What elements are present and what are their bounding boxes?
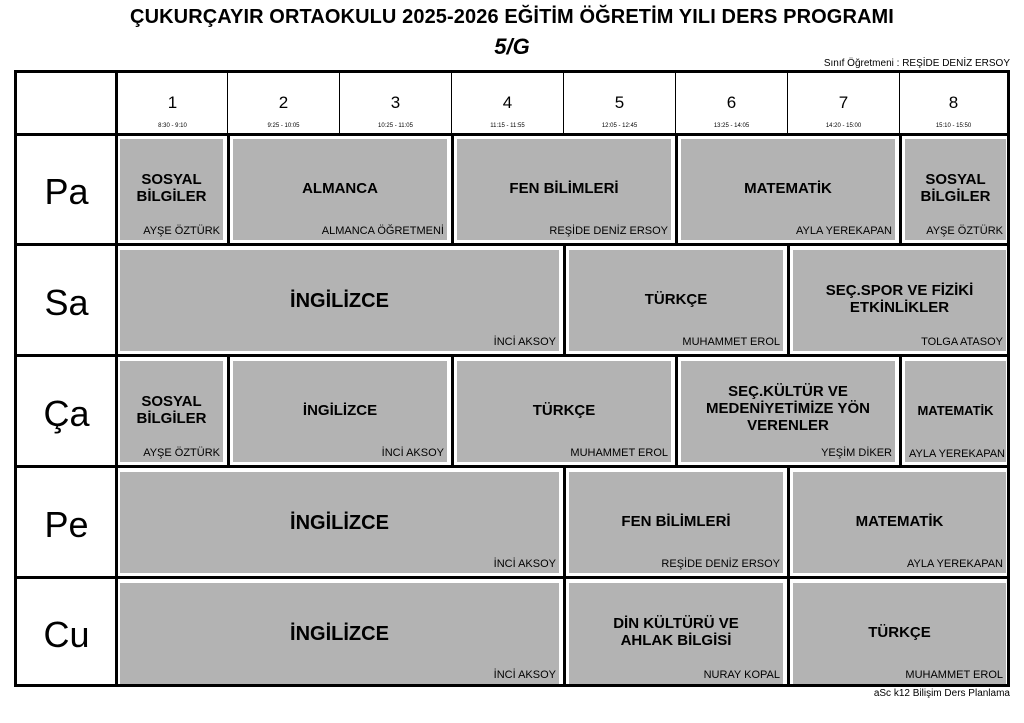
lesson-teacher: YEŞİM DİKER [821,447,892,459]
lesson-divider [227,136,230,243]
lesson-teacher: ALMANCA ÖĞRETMENİ [321,225,444,237]
lesson-teacher: AYŞE ÖZTÜRK [143,447,220,459]
period-header-1 [118,73,227,135]
lesson-divider [451,357,454,465]
lesson-cell [233,361,447,462]
period-header-3 [340,73,451,135]
lesson-subject: SOSYAL BİLGİLER [920,171,991,205]
period-time: 8:30 - 9:10 [158,123,187,129]
lesson-teacher: REŞİDE DENİZ ERSOY [661,558,780,570]
lesson-teacher: AYLA YEREKAPAN [796,225,892,237]
period-time: 9:25 - 10:05 [267,123,300,129]
lesson-subject: İNGİLİZCE [302,402,378,419]
page-title: ÇUKURÇAYIR ORTAOKULU 2025-2026 EĞİTİM ÖĞRETİM YILI DERS PROGRAMI [130,6,894,28]
lesson-cell [681,361,895,462]
lesson-teacher: AYŞE ÖZTÜRK [143,225,220,237]
footer-credit: aSc k12 Bilişim Ders Planlama [873,688,1010,699]
lesson-cell [120,139,223,240]
lesson-cell [569,472,783,573]
lesson-divider [563,468,566,576]
period-time: 13:25 - 14:05 [713,123,750,129]
lesson-subject: SEÇ.SPOR VE FİZİKİ ETKİNLİKLER [825,282,974,316]
lesson-subject: MATEMATİK [855,513,944,530]
lesson-divider [451,136,454,243]
lesson-subject: SOSYAL BİLGİLER [136,393,207,427]
lesson-subject: DİN KÜLTÜRÜ VE AHLAK BİLGİSİ [613,615,739,649]
lesson-cell [457,139,671,240]
lesson-subject: SEÇ.KÜLTÜR VE MEDENİYETİMİZE YÖN VERENLER [706,383,870,434]
lesson-subject: ALMANCA [302,180,378,197]
lesson-teacher: AYLA YEREKAPAN [907,558,1003,570]
lesson-cell [233,139,447,240]
lesson-cell [120,583,559,684]
lesson-divider [563,579,566,684]
day-label-ca: Ça [43,393,90,434]
lesson-teacher: İNCİ AKSOY [493,669,556,681]
lesson-divider [787,468,790,576]
lesson-teacher: İNCİ AKSOY [493,558,556,570]
period-header-2 [228,73,339,135]
row-divider [17,576,1007,579]
lesson-divider [227,357,230,465]
period-time: 14:20 - 15:00 [825,123,862,129]
period-number: 1 [167,93,178,112]
lesson-cell [569,250,783,351]
lesson-subject: İNGİLİZCE [290,623,389,645]
row-divider [17,465,1007,468]
lesson-teacher: İNCİ AKSOY [493,336,556,348]
period-header-7 [788,73,899,135]
period-time: 15:10 - 15:50 [935,123,972,129]
lesson-divider [675,136,678,243]
lesson-subject: İNGİLİZCE [290,512,389,534]
period-header-5 [564,73,675,135]
lesson-cell [120,472,559,573]
row-divider [17,354,1007,357]
lesson-cell [793,583,1006,684]
lesson-subject: FEN BİLİMLERİ [621,513,731,530]
lesson-subject: MATEMATİK [917,403,994,418]
day-label-pe: Pe [44,504,89,545]
lesson-subject: MATEMATİK [744,180,832,197]
lesson-cell [457,361,671,462]
period-header-4 [452,73,563,135]
period-number: 6 [726,93,737,112]
timetable-grid [14,70,1010,687]
lesson-divider [563,246,566,354]
lesson-teacher: NURAY KOPAL [703,669,780,681]
lesson-cell [120,250,559,351]
period-number: 4 [502,93,513,112]
lesson-cell [905,361,1006,462]
period-number: 5 [614,93,625,112]
lesson-cell [793,472,1006,573]
lesson-teacher: AYŞE ÖZTÜRK [926,225,1003,237]
period-time: 12:05 - 12:45 [601,123,638,129]
lesson-divider [675,357,678,465]
class-teacher: Sınıf Öğretmeni : REŞİDE DENİZ ERSOY [823,58,1010,69]
row-divider [17,243,1007,246]
lesson-teacher: AYLA YEREKAPAN [909,448,1005,460]
lesson-divider [787,579,790,684]
lesson-teacher: TOLGA ATASOY [921,336,1003,348]
period-header-8 [900,73,1007,135]
lesson-teacher: REŞİDE DENİZ ERSOY [549,225,668,237]
lesson-subject: İNGİLİZCE [290,290,389,312]
period-time: 11:15 - 11:55 [490,123,525,129]
lesson-teacher: MUHAMMET EROL [682,336,780,348]
period-number: 2 [278,93,289,112]
lesson-subject: TÜRKÇE [868,624,931,641]
period-time: 10:25 - 11:05 [378,123,413,129]
lesson-divider [899,357,902,465]
class-name: 5/G [494,34,530,59]
period-number: 7 [838,93,849,112]
lesson-cell [569,583,783,684]
lesson-subject: FEN BİLİMLERİ [509,180,619,197]
lesson-cell [681,139,895,240]
day-label-cu: Cu [43,614,90,655]
lesson-teacher: MUHAMMET EROL [570,447,668,459]
lesson-divider [899,136,902,243]
day-label-pa: Pa [44,171,89,212]
lesson-subject: TÜRKÇE [532,402,596,419]
day-column-divider [115,73,118,684]
day-label-sa: Sa [44,282,89,323]
period-number: 8 [948,93,959,112]
lesson-subject: TÜRKÇE [644,291,708,308]
lesson-cell [905,139,1006,240]
lesson-divider [787,246,790,354]
lesson-cell [120,361,223,462]
lesson-subject: SOSYAL BİLGİLER [136,171,207,205]
lesson-cell [793,250,1006,351]
period-header-6 [676,73,787,135]
lesson-teacher: MUHAMMET EROL [905,669,1003,681]
lesson-teacher: İNCİ AKSOY [381,447,444,459]
period-number: 3 [390,93,401,112]
